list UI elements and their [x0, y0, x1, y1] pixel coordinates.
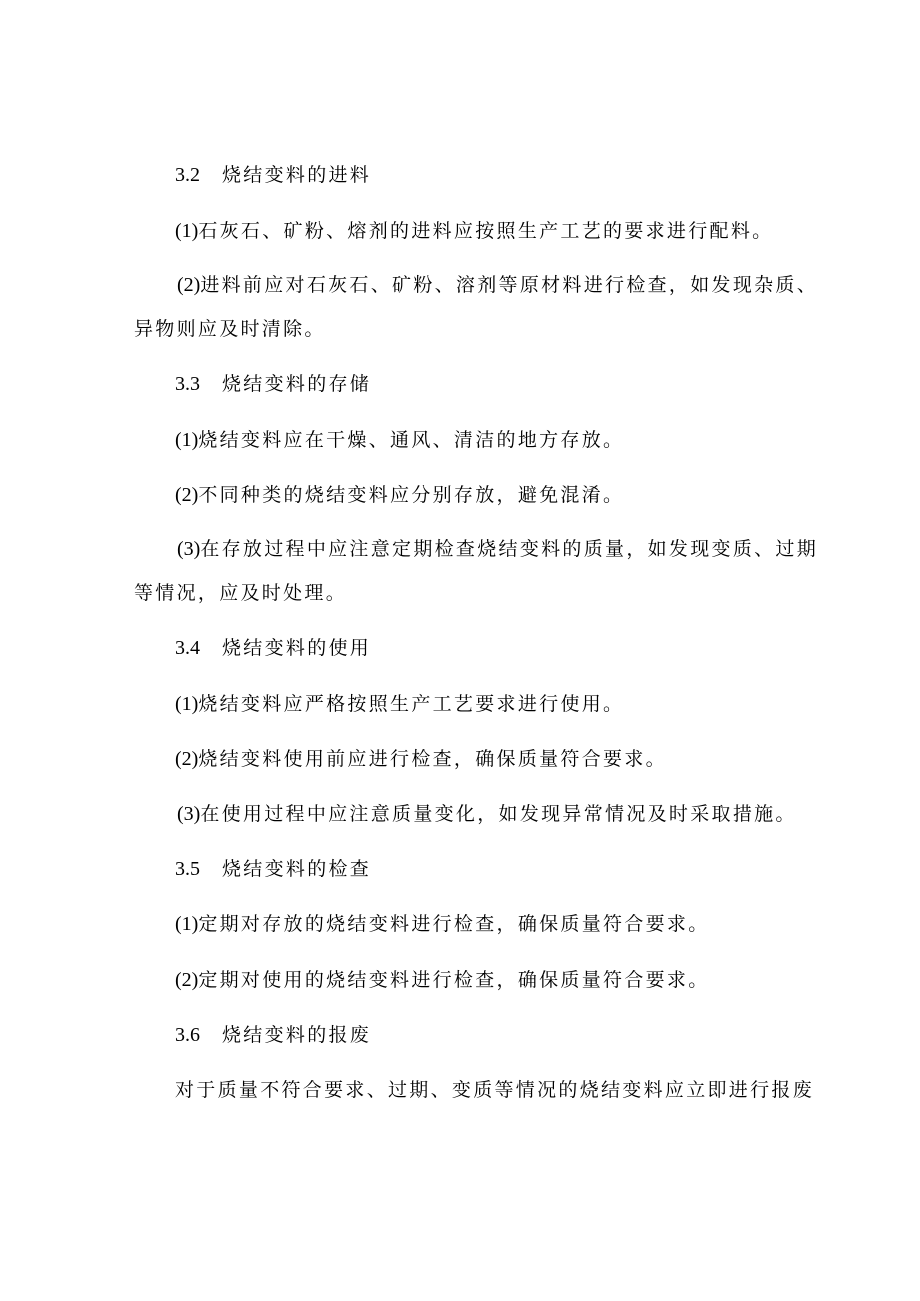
- section-heading-3-3: [0, 372, 920, 396]
- list-item: [0, 912, 920, 936]
- section-title: 烧结变料的进料: [222, 164, 372, 186]
- item-marker: (1): [175, 693, 199, 715]
- item-text: 异物则应及时清除。: [134, 318, 326, 340]
- list-item: [0, 273, 920, 297]
- paragraph-text: 对于质量不符合要求、过期、变质等情况的烧结变料应立即进行报废: [175, 1079, 815, 1101]
- section-title: 烧结变料的使用: [222, 637, 372, 659]
- section-number: 3.4: [175, 637, 200, 659]
- item-text: 石灰石、矿粉、熔剂的进料应按照生产工艺的要求进行配料。: [198, 220, 774, 242]
- item-marker: (2): [175, 748, 199, 770]
- item-marker: (3): [177, 803, 201, 825]
- section-number: 3.2: [175, 164, 200, 186]
- list-item: [0, 428, 920, 452]
- item-text: 烧结变料应严格按照生产工艺要求进行使用。: [198, 693, 625, 715]
- item-marker: (2): [175, 484, 199, 506]
- item-text: 烧结变料使用前应进行检查，确保质量符合要求。: [198, 748, 667, 770]
- item-text: 进料前应对石灰石、矿粉、溶剂等原材料进行检查，如发现杂质、: [200, 274, 819, 296]
- item-text: 在使用过程中应注意质量变化，如发现异常情况及时采取措施。: [200, 803, 797, 825]
- item-text: 等情况，应及时处理。: [134, 582, 348, 604]
- list-item: [0, 747, 920, 771]
- list-item-continuation: [0, 317, 920, 341]
- list-item-continuation: [0, 581, 920, 605]
- item-marker: (1): [175, 220, 199, 242]
- item-text: 不同种类的烧结变料应分别存放，避免混淆。: [198, 484, 625, 506]
- section-number: 3.3: [175, 373, 200, 395]
- section-number: 3.5: [175, 858, 200, 880]
- list-item: [0, 692, 920, 716]
- item-marker: (1): [175, 429, 199, 451]
- item-marker: (3): [177, 538, 201, 560]
- section-title: 烧结变料的报废: [222, 1024, 372, 1046]
- section-heading-3-6: [0, 1023, 920, 1047]
- section-heading-3-2: [0, 163, 920, 187]
- list-item: [0, 219, 920, 243]
- section-heading-3-4: [0, 636, 920, 660]
- item-text: 定期对存放的烧结变料进行检查，确保质量符合要求。: [198, 913, 710, 935]
- item-marker: (2): [177, 274, 201, 296]
- list-item: [0, 537, 920, 561]
- item-marker: (1): [175, 913, 199, 935]
- paragraph: [0, 1078, 920, 1102]
- item-text: 烧结变料应在干燥、通风、清洁的地方存放。: [198, 429, 625, 451]
- item-text: 定期对使用的烧结变料进行检查，确保质量符合要求。: [198, 969, 710, 991]
- list-item: [0, 483, 920, 507]
- section-number: 3.6: [175, 1024, 200, 1046]
- section-title: 烧结变料的检查: [222, 858, 372, 880]
- list-item: [0, 802, 920, 826]
- item-marker: (2): [175, 969, 199, 991]
- section-heading-3-5: [0, 857, 920, 881]
- list-item: [0, 968, 920, 992]
- item-text: 在存放过程中应注意定期检查烧结变料的质量，如发现变质、过期: [200, 538, 819, 560]
- section-title: 烧结变料的存储: [222, 373, 372, 395]
